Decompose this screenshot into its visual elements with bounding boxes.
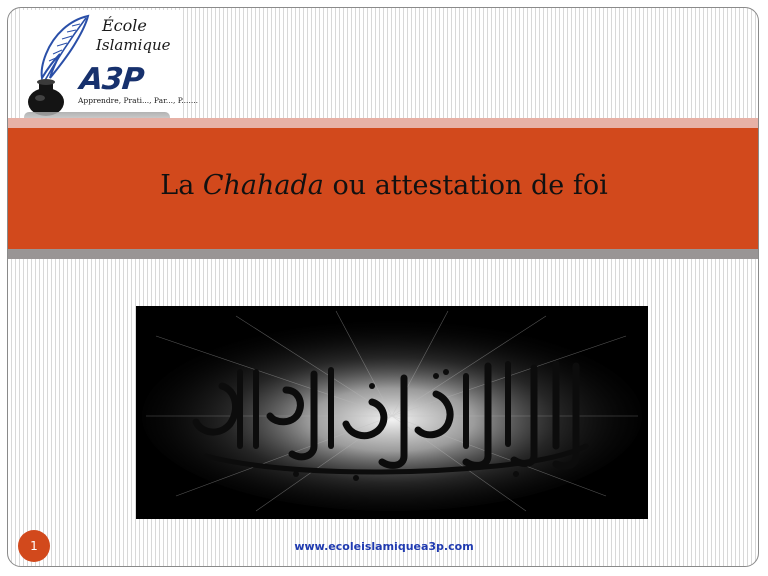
logo-tagline: Apprendre, Prati..., Par..., P....... — [78, 96, 198, 105]
shahada-calligraphy-image — [136, 306, 648, 519]
title-part-after: ou attestation de foi — [323, 170, 608, 201]
title-band-bottom-strip — [8, 249, 759, 259]
calligraphy-artwork — [136, 306, 648, 519]
logo-text-ecole: École — [102, 16, 147, 35]
slide — [7, 7, 759, 567]
title-part-before: La — [160, 170, 203, 201]
footer-website-link[interactable]: www.ecoleislamiquea3p.com — [294, 540, 474, 553]
title-band-top-strip — [8, 118, 759, 128]
page-number-badge: 1 — [18, 530, 50, 562]
logo-brand: A3P — [78, 62, 145, 97]
logo-text-islamique: Islamique — [96, 36, 171, 54]
school-logo — [20, 10, 198, 120]
slide-title — [8, 170, 759, 201]
title-emphasis: Chahada — [202, 170, 324, 201]
